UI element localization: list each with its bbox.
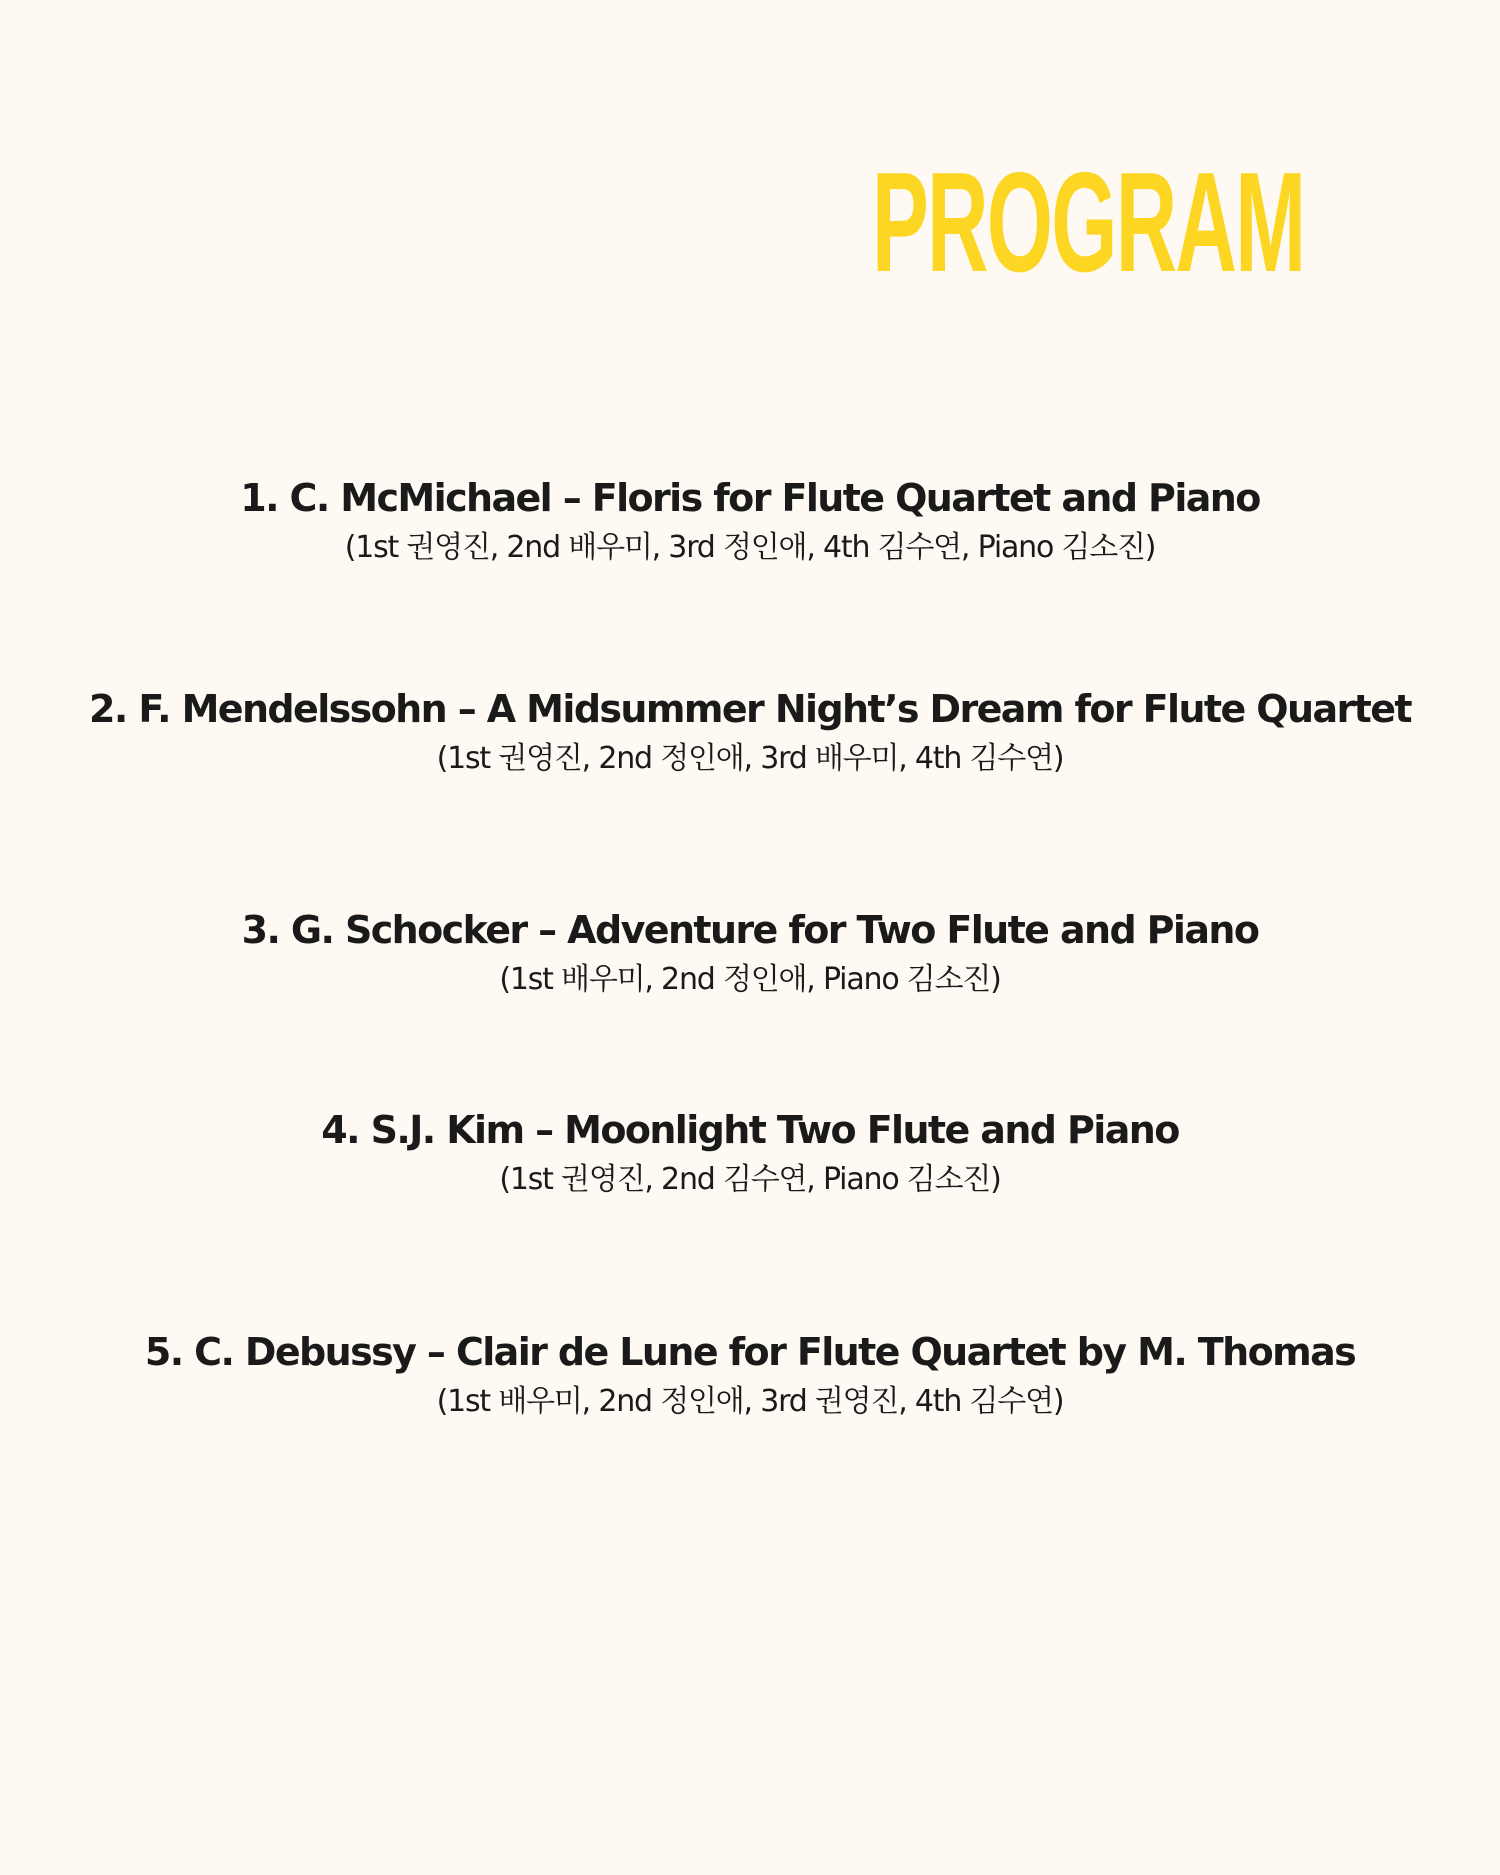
piece-title: 2. F. Mendelssohn – A Midsummer Night’s Dream for Flute Quartet [89,687,1411,731]
program-item [0,1107,1500,1199]
performers-list: (1st 권영진, 2nd 정인애, 3rd 배우미, 4th 김수연) [436,741,1064,776]
program-item [0,475,1500,567]
page-title: PROGRAM [872,143,1305,302]
program-item [0,1329,1500,1421]
piece-title: 1. C. McMichael – Floris for Flute Quartet and Piano [240,476,1260,520]
performers-list: (1st 배우미, 2nd 정인애, Piano 김소진) [499,962,1001,997]
performers-list: (1st 배우미, 2nd 정인애, 3rd 권영진, 4th 김수연) [436,1384,1064,1419]
performers-list: (1st 권영진, 2nd 김수연, Piano 김소진) [499,1162,1001,1197]
program-item [0,907,1500,999]
piece-title: 4. S.J. Kim – Moonlight Two Flute and Piano [321,1108,1179,1152]
program-item [0,686,1500,778]
piece-title: 3. G. Schocker – Adventure for Two Flute and Piano [241,908,1259,952]
piece-title: 5. C. Debussy – Clair de Lune for Flute Quartet by M. Thomas [144,1330,1356,1374]
performers-list: (1st 권영진, 2nd 배우미, 3rd 정인애, 4th 김수연, Piano 김소진) [344,530,1156,565]
